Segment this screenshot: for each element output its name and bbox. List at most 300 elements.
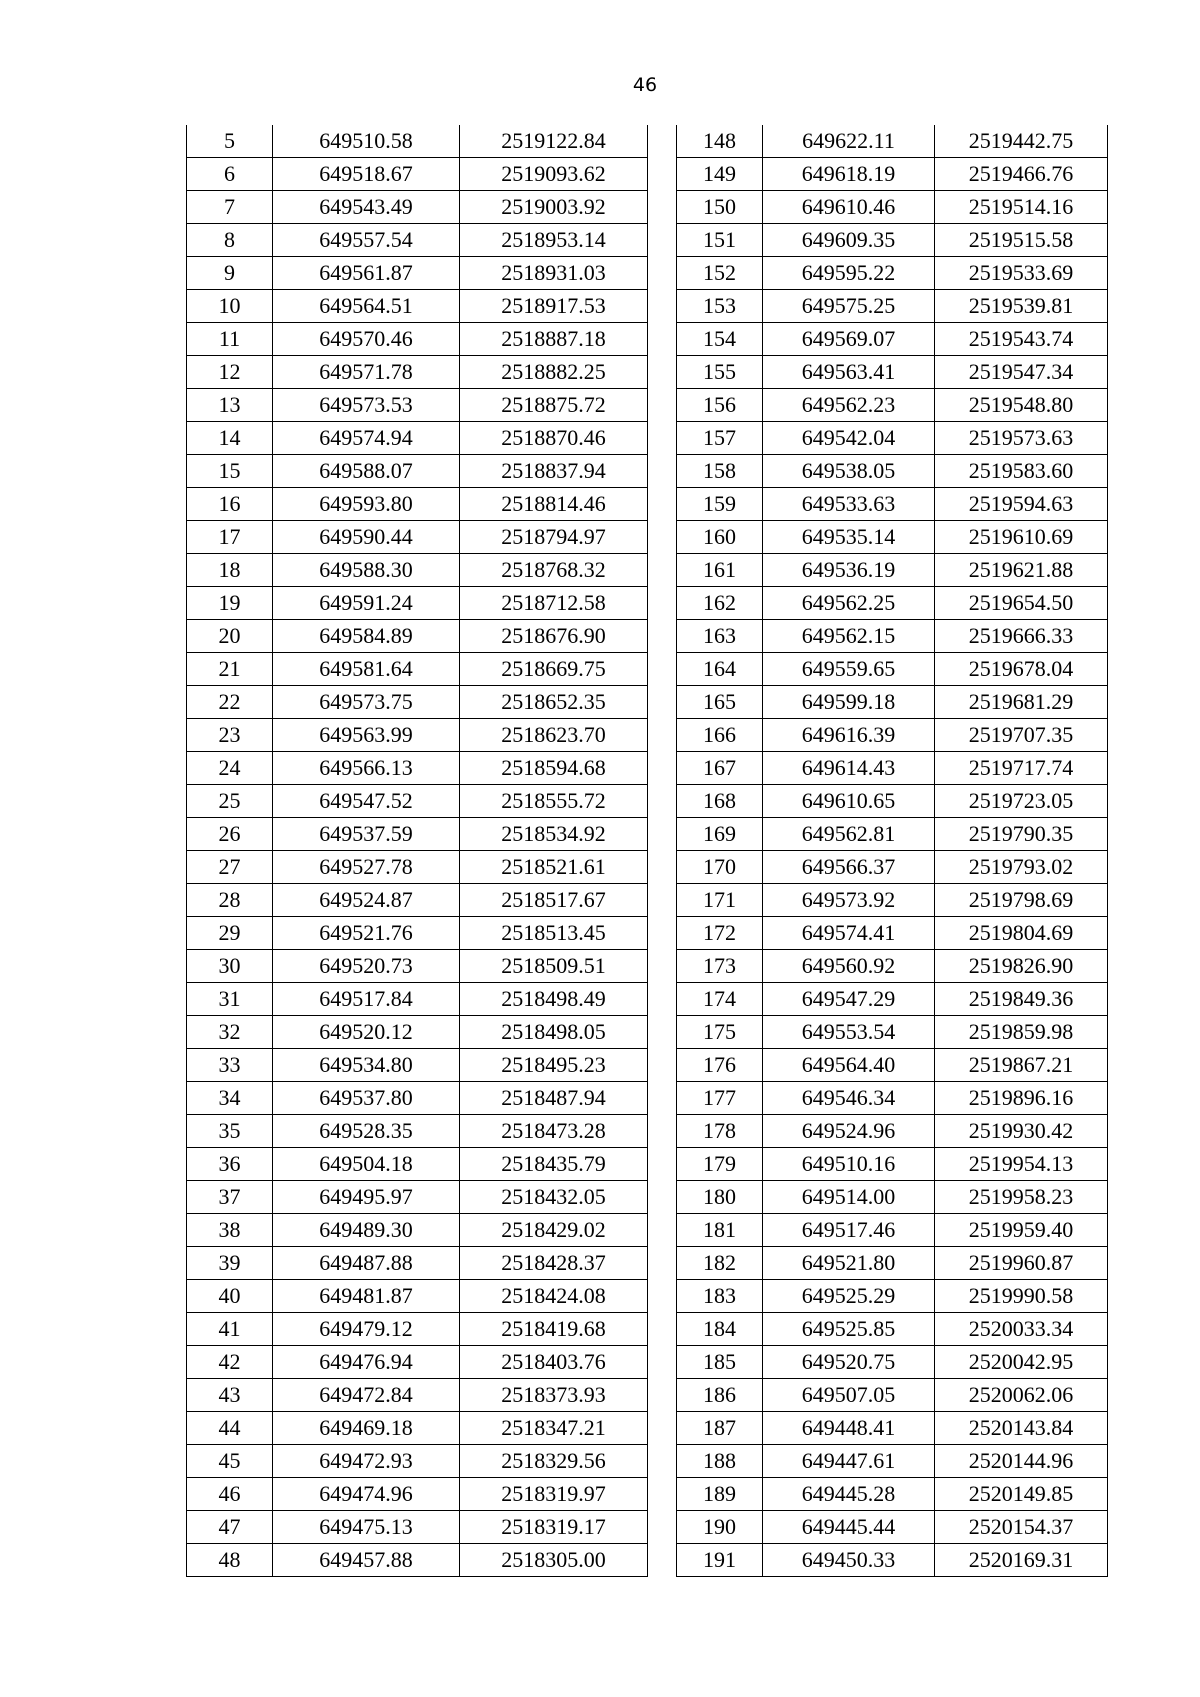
point-number-cell: 179 xyxy=(677,1148,763,1181)
y-coordinate-cell: 2518319.17 xyxy=(460,1511,648,1544)
y-coordinate-cell: 2519122.84 xyxy=(460,125,648,158)
table-row xyxy=(677,1115,1108,1148)
table-row xyxy=(677,1214,1108,1247)
y-coordinate-cell: 2519533.69 xyxy=(935,257,1108,290)
point-number-cell: 183 xyxy=(677,1280,763,1313)
table-row xyxy=(677,884,1108,917)
point-number-cell: 170 xyxy=(677,851,763,884)
y-coordinate-cell: 2519960.87 xyxy=(935,1247,1108,1280)
table-row xyxy=(677,1082,1108,1115)
table-row xyxy=(187,1148,648,1181)
point-number-cell: 149 xyxy=(677,158,763,191)
x-coordinate-cell: 649610.46 xyxy=(763,191,935,224)
y-coordinate-cell: 2519654.50 xyxy=(935,587,1108,620)
point-number-cell: 168 xyxy=(677,785,763,818)
x-coordinate-cell: 649590.44 xyxy=(273,521,460,554)
point-number-cell: 174 xyxy=(677,983,763,1016)
y-coordinate-cell: 2518305.00 xyxy=(460,1544,648,1577)
y-coordinate-cell: 2518521.61 xyxy=(460,851,648,884)
x-coordinate-cell: 649476.94 xyxy=(273,1346,460,1379)
x-coordinate-cell: 649559.65 xyxy=(763,653,935,686)
x-coordinate-cell: 649528.35 xyxy=(273,1115,460,1148)
table-row xyxy=(677,1148,1108,1181)
x-coordinate-cell: 649524.87 xyxy=(273,884,460,917)
table-row xyxy=(677,554,1108,587)
x-coordinate-cell: 649546.34 xyxy=(763,1082,935,1115)
x-coordinate-cell: 649562.25 xyxy=(763,587,935,620)
y-coordinate-cell: 2518347.21 xyxy=(460,1412,648,1445)
table-row xyxy=(187,653,648,686)
point-number-cell: 164 xyxy=(677,653,763,686)
point-number-cell: 151 xyxy=(677,224,763,257)
point-number-cell: 12 xyxy=(187,356,273,389)
y-coordinate-cell: 2519790.35 xyxy=(935,818,1108,851)
point-number-cell: 171 xyxy=(677,884,763,917)
x-coordinate-cell: 649525.29 xyxy=(763,1280,935,1313)
point-number-cell: 188 xyxy=(677,1445,763,1478)
point-number-cell: 47 xyxy=(187,1511,273,1544)
table-row xyxy=(677,1379,1108,1412)
x-coordinate-cell: 649479.12 xyxy=(273,1313,460,1346)
x-coordinate-cell: 649521.80 xyxy=(763,1247,935,1280)
x-coordinate-cell: 649489.30 xyxy=(273,1214,460,1247)
point-number-cell: 159 xyxy=(677,488,763,521)
y-coordinate-cell: 2519594.63 xyxy=(935,488,1108,521)
point-number-cell: 18 xyxy=(187,554,273,587)
table-row xyxy=(677,1181,1108,1214)
y-coordinate-cell: 2518534.92 xyxy=(460,818,648,851)
y-coordinate-cell: 2519849.36 xyxy=(935,983,1108,1016)
y-coordinate-cell: 2518814.46 xyxy=(460,488,648,521)
table-row xyxy=(187,851,648,884)
x-coordinate-cell: 649563.99 xyxy=(273,719,460,752)
point-number-cell: 169 xyxy=(677,818,763,851)
y-coordinate-cell: 2518652.35 xyxy=(460,686,648,719)
table-row xyxy=(187,1379,648,1412)
y-coordinate-cell: 2518424.08 xyxy=(460,1280,648,1313)
table-row xyxy=(677,488,1108,521)
point-number-cell: 190 xyxy=(677,1511,763,1544)
x-coordinate-cell: 649573.92 xyxy=(763,884,935,917)
table-row xyxy=(187,1214,648,1247)
y-coordinate-cell: 2518517.67 xyxy=(460,884,648,917)
point-number-cell: 48 xyxy=(187,1544,273,1577)
point-number-cell: 10 xyxy=(187,290,273,323)
point-number-cell: 35 xyxy=(187,1115,273,1148)
table-row xyxy=(187,1445,648,1478)
x-coordinate-cell: 649562.81 xyxy=(763,818,935,851)
point-number-cell: 187 xyxy=(677,1412,763,1445)
table-row xyxy=(187,1049,648,1082)
x-coordinate-cell: 649614.43 xyxy=(763,752,935,785)
table-row xyxy=(677,455,1108,488)
x-coordinate-cell: 649571.78 xyxy=(273,356,460,389)
table-row xyxy=(677,686,1108,719)
x-coordinate-cell: 649609.35 xyxy=(763,224,935,257)
y-coordinate-cell: 2519717.74 xyxy=(935,752,1108,785)
point-number-cell: 177 xyxy=(677,1082,763,1115)
table-row xyxy=(677,587,1108,620)
table-row xyxy=(677,422,1108,455)
x-coordinate-cell: 649542.04 xyxy=(763,422,935,455)
coordinate-table-right xyxy=(676,125,1108,1577)
table-row xyxy=(677,818,1108,851)
y-coordinate-cell: 2520143.84 xyxy=(935,1412,1108,1445)
table-row xyxy=(187,1478,648,1511)
x-coordinate-cell: 649543.49 xyxy=(273,191,460,224)
y-coordinate-cell: 2519958.23 xyxy=(935,1181,1108,1214)
x-coordinate-cell: 649510.58 xyxy=(273,125,460,158)
point-number-cell: 23 xyxy=(187,719,273,752)
y-coordinate-cell: 2519003.92 xyxy=(460,191,648,224)
x-coordinate-cell: 649573.53 xyxy=(273,389,460,422)
y-coordinate-cell: 2519798.69 xyxy=(935,884,1108,917)
point-number-cell: 191 xyxy=(677,1544,763,1577)
table-row xyxy=(677,1247,1108,1280)
x-coordinate-cell: 649591.24 xyxy=(273,587,460,620)
point-number-cell: 182 xyxy=(677,1247,763,1280)
y-coordinate-cell: 2520144.96 xyxy=(935,1445,1108,1478)
table-row xyxy=(187,1016,648,1049)
x-coordinate-cell: 649562.23 xyxy=(763,389,935,422)
y-coordinate-cell: 2518768.32 xyxy=(460,554,648,587)
y-coordinate-cell: 2518837.94 xyxy=(460,455,648,488)
point-number-cell: 162 xyxy=(677,587,763,620)
x-coordinate-cell: 649560.92 xyxy=(763,950,935,983)
table-row xyxy=(187,422,648,455)
table-row xyxy=(677,851,1108,884)
x-coordinate-cell: 649561.87 xyxy=(273,257,460,290)
point-number-cell: 5 xyxy=(187,125,273,158)
x-coordinate-cell: 649537.59 xyxy=(273,818,460,851)
y-coordinate-cell: 2518428.37 xyxy=(460,1247,648,1280)
table-row xyxy=(677,752,1108,785)
y-coordinate-cell: 2518509.51 xyxy=(460,950,648,983)
y-coordinate-cell: 2520169.31 xyxy=(935,1544,1108,1577)
y-coordinate-cell: 2518319.97 xyxy=(460,1478,648,1511)
y-coordinate-cell: 2519681.29 xyxy=(935,686,1108,719)
y-coordinate-cell: 2519547.34 xyxy=(935,356,1108,389)
x-coordinate-cell: 649622.11 xyxy=(763,125,935,158)
y-coordinate-cell: 2518498.05 xyxy=(460,1016,648,1049)
point-number-cell: 173 xyxy=(677,950,763,983)
page-number: 46 xyxy=(632,74,658,96)
point-number-cell: 25 xyxy=(187,785,273,818)
point-number-cell: 41 xyxy=(187,1313,273,1346)
x-coordinate-cell: 649574.94 xyxy=(273,422,460,455)
table-row xyxy=(677,290,1108,323)
point-number-cell: 180 xyxy=(677,1181,763,1214)
y-coordinate-cell: 2518498.49 xyxy=(460,983,648,1016)
y-coordinate-cell: 2519548.80 xyxy=(935,389,1108,422)
table-row xyxy=(677,1346,1108,1379)
table-row xyxy=(187,917,648,950)
x-coordinate-cell: 649566.37 xyxy=(763,851,935,884)
table-row xyxy=(677,224,1108,257)
x-coordinate-cell: 649536.19 xyxy=(763,554,935,587)
y-coordinate-cell: 2519867.21 xyxy=(935,1049,1108,1082)
table-row xyxy=(187,1544,648,1577)
table-row xyxy=(187,488,648,521)
table-row xyxy=(677,1049,1108,1082)
table-row xyxy=(677,983,1108,1016)
y-coordinate-cell: 2519959.40 xyxy=(935,1214,1108,1247)
x-coordinate-cell: 649599.18 xyxy=(763,686,935,719)
table-row xyxy=(187,587,648,620)
x-coordinate-cell: 649584.89 xyxy=(273,620,460,653)
table-row xyxy=(187,1115,648,1148)
x-coordinate-cell: 649538.05 xyxy=(763,455,935,488)
y-coordinate-cell: 2519859.98 xyxy=(935,1016,1108,1049)
point-number-cell: 24 xyxy=(187,752,273,785)
x-coordinate-cell: 649445.28 xyxy=(763,1478,935,1511)
y-coordinate-cell: 2518931.03 xyxy=(460,257,648,290)
point-number-cell: 36 xyxy=(187,1148,273,1181)
table-row xyxy=(187,389,648,422)
y-coordinate-cell: 2518594.68 xyxy=(460,752,648,785)
point-number-cell: 34 xyxy=(187,1082,273,1115)
point-number-cell: 11 xyxy=(187,323,273,356)
point-number-cell: 31 xyxy=(187,983,273,1016)
x-coordinate-cell: 649535.14 xyxy=(763,521,935,554)
x-coordinate-cell: 649566.13 xyxy=(273,752,460,785)
table-row xyxy=(187,620,648,653)
x-coordinate-cell: 649447.61 xyxy=(763,1445,935,1478)
y-coordinate-cell: 2519804.69 xyxy=(935,917,1108,950)
x-coordinate-cell: 649445.44 xyxy=(763,1511,935,1544)
x-coordinate-cell: 649610.65 xyxy=(763,785,935,818)
table-row xyxy=(677,1511,1108,1544)
x-coordinate-cell: 649534.80 xyxy=(273,1049,460,1082)
x-coordinate-cell: 649481.87 xyxy=(273,1280,460,1313)
y-coordinate-cell: 2520062.06 xyxy=(935,1379,1108,1412)
x-coordinate-cell: 649517.84 xyxy=(273,983,460,1016)
point-number-cell: 185 xyxy=(677,1346,763,1379)
table-row xyxy=(677,257,1108,290)
table-row xyxy=(187,785,648,818)
point-number-cell: 9 xyxy=(187,257,273,290)
y-coordinate-cell: 2518794.97 xyxy=(460,521,648,554)
x-coordinate-cell: 649581.64 xyxy=(273,653,460,686)
point-number-cell: 21 xyxy=(187,653,273,686)
table-row xyxy=(677,356,1108,389)
x-coordinate-cell: 649547.29 xyxy=(763,983,935,1016)
y-coordinate-cell: 2520154.37 xyxy=(935,1511,1108,1544)
x-coordinate-cell: 649537.80 xyxy=(273,1082,460,1115)
y-coordinate-cell: 2518495.23 xyxy=(460,1049,648,1082)
x-coordinate-cell: 649570.46 xyxy=(273,323,460,356)
point-number-cell: 16 xyxy=(187,488,273,521)
table-row xyxy=(677,1544,1108,1577)
x-coordinate-cell: 649547.52 xyxy=(273,785,460,818)
point-number-cell: 13 xyxy=(187,389,273,422)
x-coordinate-cell: 649593.80 xyxy=(273,488,460,521)
point-number-cell: 28 xyxy=(187,884,273,917)
y-coordinate-cell: 2520149.85 xyxy=(935,1478,1108,1511)
y-coordinate-cell: 2519539.81 xyxy=(935,290,1108,323)
point-number-cell: 45 xyxy=(187,1445,273,1478)
point-number-cell: 42 xyxy=(187,1346,273,1379)
point-number-cell: 44 xyxy=(187,1412,273,1445)
x-coordinate-cell: 649573.75 xyxy=(273,686,460,719)
x-coordinate-cell: 649521.76 xyxy=(273,917,460,950)
y-coordinate-cell: 2518870.46 xyxy=(460,422,648,455)
x-coordinate-cell: 649450.33 xyxy=(763,1544,935,1577)
point-number-cell: 40 xyxy=(187,1280,273,1313)
y-coordinate-cell: 2519666.33 xyxy=(935,620,1108,653)
x-coordinate-cell: 649487.88 xyxy=(273,1247,460,1280)
table-row xyxy=(187,1412,648,1445)
point-number-cell: 33 xyxy=(187,1049,273,1082)
y-coordinate-cell: 2518513.45 xyxy=(460,917,648,950)
point-number-cell: 189 xyxy=(677,1478,763,1511)
table-row xyxy=(187,950,648,983)
point-number-cell: 7 xyxy=(187,191,273,224)
y-coordinate-cell: 2519678.04 xyxy=(935,653,1108,686)
x-coordinate-cell: 649562.15 xyxy=(763,620,935,653)
y-coordinate-cell: 2519826.90 xyxy=(935,950,1108,983)
table-row xyxy=(677,950,1108,983)
table-row xyxy=(187,1247,648,1280)
y-coordinate-cell: 2519515.58 xyxy=(935,224,1108,257)
point-number-cell: 30 xyxy=(187,950,273,983)
y-coordinate-cell: 2519621.88 xyxy=(935,554,1108,587)
point-number-cell: 165 xyxy=(677,686,763,719)
point-number-cell: 172 xyxy=(677,917,763,950)
table-row xyxy=(677,389,1108,422)
y-coordinate-cell: 2518487.94 xyxy=(460,1082,648,1115)
point-number-cell: 154 xyxy=(677,323,763,356)
x-coordinate-cell: 649472.84 xyxy=(273,1379,460,1412)
y-coordinate-cell: 2518555.72 xyxy=(460,785,648,818)
y-coordinate-cell: 2518432.05 xyxy=(460,1181,648,1214)
point-number-cell: 166 xyxy=(677,719,763,752)
table-row xyxy=(677,1016,1108,1049)
point-number-cell: 148 xyxy=(677,125,763,158)
point-number-cell: 43 xyxy=(187,1379,273,1412)
y-coordinate-cell: 2519896.16 xyxy=(935,1082,1108,1115)
x-coordinate-cell: 649533.63 xyxy=(763,488,935,521)
y-coordinate-cell: 2518875.72 xyxy=(460,389,648,422)
table-row xyxy=(187,1346,648,1379)
table-row xyxy=(677,1478,1108,1511)
table-row xyxy=(187,1280,648,1313)
y-coordinate-cell: 2519707.35 xyxy=(935,719,1108,752)
point-number-cell: 175 xyxy=(677,1016,763,1049)
y-coordinate-cell: 2518419.68 xyxy=(460,1313,648,1346)
table-row xyxy=(677,191,1108,224)
table-row xyxy=(677,1412,1108,1445)
point-number-cell: 163 xyxy=(677,620,763,653)
y-coordinate-cell: 2520042.95 xyxy=(935,1346,1108,1379)
point-number-cell: 158 xyxy=(677,455,763,488)
table-row xyxy=(677,323,1108,356)
point-number-cell: 27 xyxy=(187,851,273,884)
x-coordinate-cell: 649575.25 xyxy=(763,290,935,323)
point-number-cell: 37 xyxy=(187,1181,273,1214)
point-number-cell: 155 xyxy=(677,356,763,389)
x-coordinate-cell: 649564.51 xyxy=(273,290,460,323)
point-number-cell: 161 xyxy=(677,554,763,587)
table-row xyxy=(187,455,648,488)
point-number-cell: 178 xyxy=(677,1115,763,1148)
table-row xyxy=(187,1313,648,1346)
point-number-cell: 15 xyxy=(187,455,273,488)
point-number-cell: 186 xyxy=(677,1379,763,1412)
x-coordinate-cell: 649574.41 xyxy=(763,917,935,950)
table-row xyxy=(677,1445,1108,1478)
point-number-cell: 157 xyxy=(677,422,763,455)
y-coordinate-cell: 2518435.79 xyxy=(460,1148,648,1181)
y-coordinate-cell: 2518329.56 xyxy=(460,1445,648,1478)
x-coordinate-cell: 649564.40 xyxy=(763,1049,935,1082)
y-coordinate-cell: 2518676.90 xyxy=(460,620,648,653)
x-coordinate-cell: 649520.75 xyxy=(763,1346,935,1379)
y-coordinate-cell: 2519093.62 xyxy=(460,158,648,191)
y-coordinate-cell: 2518882.25 xyxy=(460,356,648,389)
point-number-cell: 8 xyxy=(187,224,273,257)
point-number-cell: 14 xyxy=(187,422,273,455)
table-row xyxy=(187,884,648,917)
point-number-cell: 167 xyxy=(677,752,763,785)
x-coordinate-cell: 649524.96 xyxy=(763,1115,935,1148)
table-row xyxy=(187,1511,648,1544)
point-number-cell: 6 xyxy=(187,158,273,191)
point-number-cell: 22 xyxy=(187,686,273,719)
x-coordinate-cell: 649475.13 xyxy=(273,1511,460,1544)
point-number-cell: 152 xyxy=(677,257,763,290)
table-row xyxy=(187,818,648,851)
x-coordinate-cell: 649525.85 xyxy=(763,1313,935,1346)
y-coordinate-cell: 2519543.74 xyxy=(935,323,1108,356)
y-coordinate-cell: 2518623.70 xyxy=(460,719,648,752)
table-row xyxy=(187,719,648,752)
x-coordinate-cell: 649520.73 xyxy=(273,950,460,983)
x-coordinate-cell: 649474.96 xyxy=(273,1478,460,1511)
table-row xyxy=(187,158,648,191)
table-row xyxy=(677,719,1108,752)
x-coordinate-cell: 649518.67 xyxy=(273,158,460,191)
table-row xyxy=(187,686,648,719)
x-coordinate-cell: 649448.41 xyxy=(763,1412,935,1445)
point-number-cell: 156 xyxy=(677,389,763,422)
y-coordinate-cell: 2519793.02 xyxy=(935,851,1108,884)
x-coordinate-cell: 649520.12 xyxy=(273,1016,460,1049)
table-row xyxy=(187,224,648,257)
point-number-cell: 29 xyxy=(187,917,273,950)
point-number-cell: 150 xyxy=(677,191,763,224)
x-coordinate-cell: 649495.97 xyxy=(273,1181,460,1214)
y-coordinate-cell: 2518712.58 xyxy=(460,587,648,620)
table-row xyxy=(677,125,1108,158)
table-row xyxy=(187,290,648,323)
table-row xyxy=(677,917,1108,950)
table-row xyxy=(677,653,1108,686)
point-number-cell: 32 xyxy=(187,1016,273,1049)
y-coordinate-cell: 2520033.34 xyxy=(935,1313,1108,1346)
table-row xyxy=(187,191,648,224)
x-coordinate-cell: 649563.41 xyxy=(763,356,935,389)
point-number-cell: 20 xyxy=(187,620,273,653)
point-number-cell: 153 xyxy=(677,290,763,323)
table-row xyxy=(677,1313,1108,1346)
point-number-cell: 39 xyxy=(187,1247,273,1280)
table-row xyxy=(677,1280,1108,1313)
x-coordinate-cell: 649557.54 xyxy=(273,224,460,257)
x-coordinate-cell: 649504.18 xyxy=(273,1148,460,1181)
y-coordinate-cell: 2518953.14 xyxy=(460,224,648,257)
y-coordinate-cell: 2519514.16 xyxy=(935,191,1108,224)
